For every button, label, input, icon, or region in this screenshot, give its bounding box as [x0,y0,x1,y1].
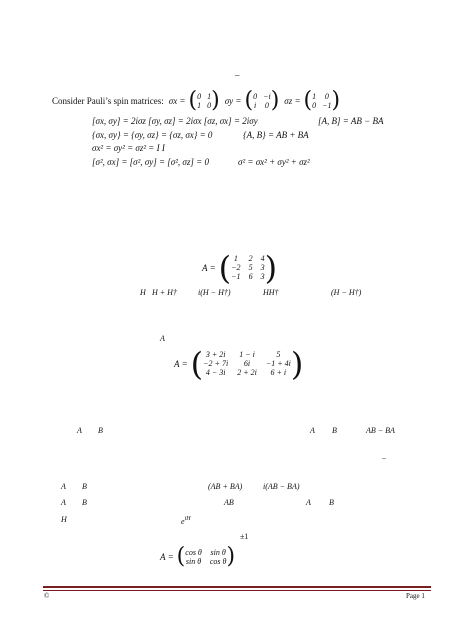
pauli-intro-label: Consider Pauli’s spin matrices: [52,95,164,106]
sigma-squared-definition: σ² = σx² + σy² + σz² [238,157,310,167]
a-label: A [160,334,165,343]
commutator-relations: [σx, σy] = 2iσz [σy, σz] = 2iσx [σz, σx] = 2iσy [92,116,258,126]
ab-line-b2: B [332,426,337,435]
sigma-y-matrix: ( 0 −i i 0 ) [244,88,280,113]
h-symbol: H [140,288,146,297]
ab3-b: B [82,498,87,507]
ab-line-b: B [98,426,103,435]
ab-line-a: A [77,426,82,435]
ab2-a: A [61,482,66,491]
sigma-z-matrix: ( 1 0 0 −1 ) [303,88,341,113]
h-minus-hdagger: (H − H†) [331,288,362,297]
sigma-y-label: σy = [224,95,242,106]
matrix-a-complex: A = ( 3 + 2i 1 − i 5 −2 + 7i 6i −1 + 4i 4 − 3i 2 + 2i 6 + i ) [174,345,304,383]
ab-line-commutator: AB − BA [366,426,395,435]
ab3-a2: A [306,498,311,507]
ab3-b2: B [329,498,334,507]
matrix-a-rotation: A = ( cos θ sin θ sin θ cos θ ) [160,544,236,569]
h-plus-hdagger: H + H† [152,288,177,297]
pauli-intro-line [52,90,340,112]
ab-line-a2: A [310,426,315,435]
matrix-a-real-lhs: A = [202,262,216,273]
exp-ih: $e^{iH}$ [181,516,191,526]
header-dash: – [235,70,240,80]
anticommutator-relations: {σx, σy} = {σy, σz} = {σz, σx} = 0 [92,130,213,140]
sigma-z-label: σz = [284,95,301,106]
matrix-a-rotation-lhs: A = [160,551,174,562]
footer-copyright: © [44,592,50,600]
ab2-anticommutator: (AB + BA) [208,482,243,491]
ab2-i-commutator: i(AB − BA) [263,482,300,491]
commutator-definition: [A, B] = AB − BA [318,116,384,126]
ab3-a: A [61,498,66,507]
h2-symbol: H [61,515,67,524]
sigma-x-matrix: ( 0 1 1 0 ) [188,88,220,113]
plus-minus-one: ±1 [240,532,249,541]
ab2-b: B [82,482,87,491]
footer-rule-thick [43,586,431,588]
matrix-a-real: A = ( 1 2 4 −2 5 3 −1 6 3 ) [202,249,278,287]
i-h-minus-hdagger: i(H − H†) [198,288,231,297]
sigma-x-label: σx = [168,95,186,106]
mid-dash: – [382,453,386,462]
footer-page-number: Page 1 [406,592,425,600]
h-hdagger: HH† [263,288,279,297]
footer-rule-thin [43,590,431,591]
ab3-product: AB [224,498,234,507]
sigma-squared-relations: [σ², σx] = [σ², σy] = [σ², σz] = 0 [92,157,209,167]
matrix-a-complex-lhs: A = [174,358,188,369]
square-relations: σx² = σy² = σz² = I I [92,143,165,153]
anticommutator-definition: {A, B} = AB + BA [243,130,309,140]
